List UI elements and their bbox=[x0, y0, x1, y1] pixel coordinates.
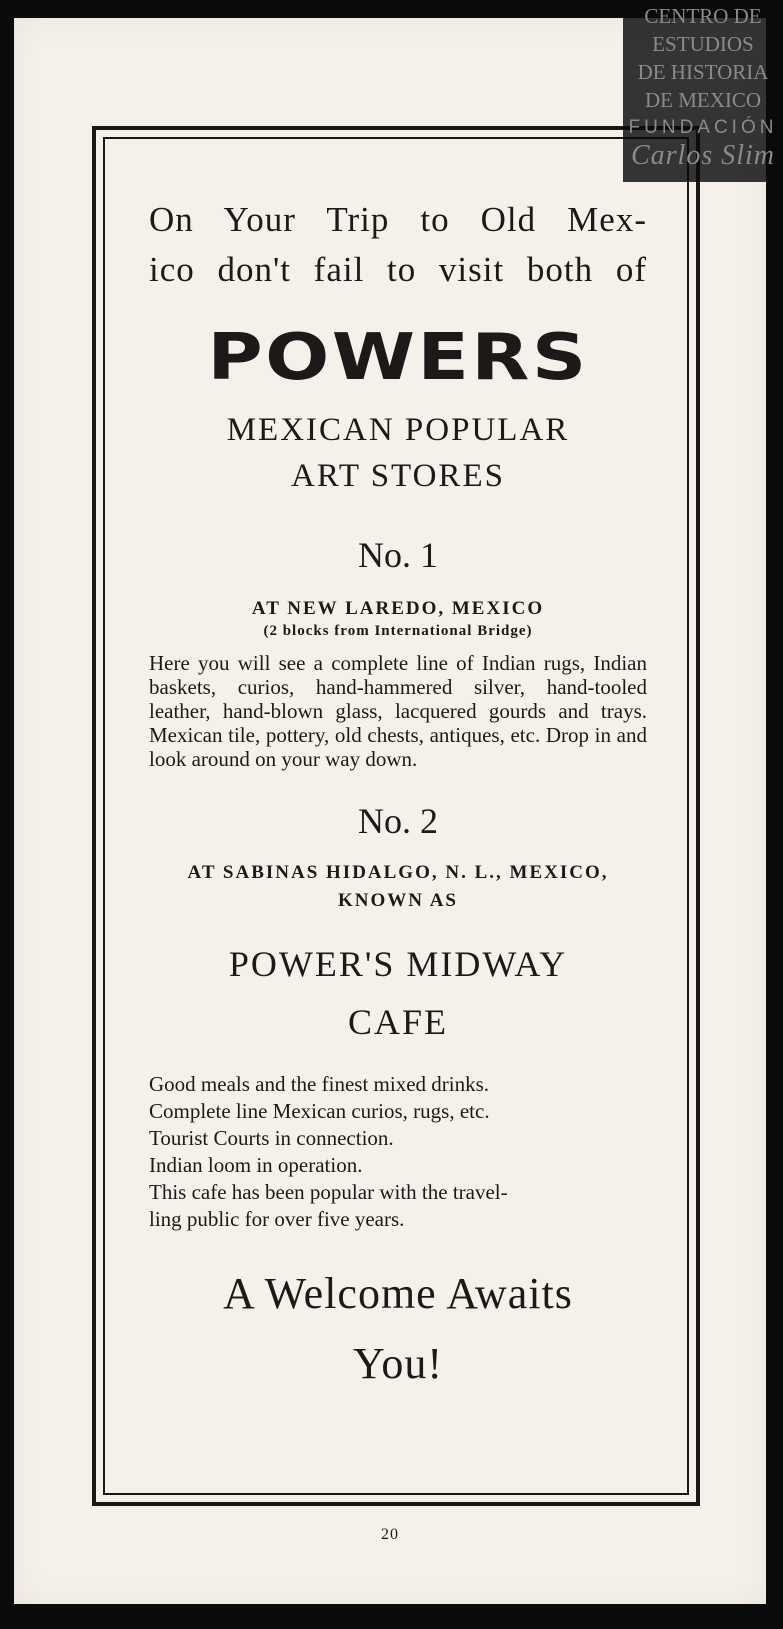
feature-item: Tourist Courts in connection. bbox=[149, 1126, 394, 1150]
feature-item: Good meals and the finest mixed drinks. bbox=[149, 1072, 490, 1096]
intro-line-1: On Your Trip to Old Mex- bbox=[149, 200, 647, 239]
archive-watermark bbox=[623, 0, 783, 182]
welcome-line-2: You! bbox=[352, 1339, 444, 1388]
feature-item: Complete line Mexican curios, rugs, etc. bbox=[149, 1099, 490, 1123]
advertisement-content bbox=[149, 195, 647, 1399]
store-1-number: No. 1 bbox=[358, 535, 438, 575]
feature-item: ling public for over five years. bbox=[149, 1207, 405, 1231]
brand-name: POWERS bbox=[207, 321, 589, 395]
store-2-location-line-1: AT SABINAS HIDALGO, N. L., MEXICO, bbox=[187, 862, 609, 883]
watermark-line: DE MEXICO bbox=[644, 88, 762, 112]
watermark-line: ESTUDIOS bbox=[652, 32, 754, 56]
magazine-page bbox=[14, 18, 766, 1604]
welcome-line-1: A Welcome Awaits bbox=[223, 1269, 573, 1318]
store-2-name-line-1: POWER'S MIDWAY bbox=[228, 944, 568, 984]
advertisement-inner-border bbox=[103, 137, 689, 1495]
watermark-line: DE HISTORIA bbox=[637, 60, 769, 84]
page-number: 20 bbox=[381, 1526, 399, 1543]
intro-line-2: ico don't fail to visit both of bbox=[149, 250, 647, 289]
store-2-location-line-2: KNOWN AS bbox=[338, 890, 458, 911]
advertisement-frame bbox=[92, 126, 700, 1506]
watermark-line: CENTRO DE bbox=[644, 4, 762, 28]
store-2-number: No. 2 bbox=[358, 801, 438, 841]
watermark-signature: Carlos Slim bbox=[630, 140, 776, 171]
feature-item: This cafe has been popular with the travel- bbox=[149, 1180, 508, 1204]
subtitle-line-2: ART STORES bbox=[291, 458, 505, 494]
feature-item: Indian loom in operation. bbox=[149, 1153, 363, 1177]
store-1-location: AT NEW LAREDO, MEXICO bbox=[251, 598, 545, 619]
store-1-location-note: (2 blocks from International Bridge) bbox=[263, 623, 533, 639]
store-2-features bbox=[149, 1071, 647, 1233]
store-1-description: Here you will see a complete line of Indian rugs, Indian baskets, curios, hand-hammered silver, hand-tooled leather, hand-blown glass, lacquered gourds and trays. Mexican tile, pottery, old chests, antiques, etc. Drop in and look around on your way down. bbox=[149, 651, 647, 771]
watermark-foundation: FUNDACIÓN bbox=[628, 117, 778, 138]
store-2-name-line-2: CAFE bbox=[347, 1002, 449, 1042]
subtitle-line-1: MEXICAN POPULAR bbox=[226, 412, 570, 448]
